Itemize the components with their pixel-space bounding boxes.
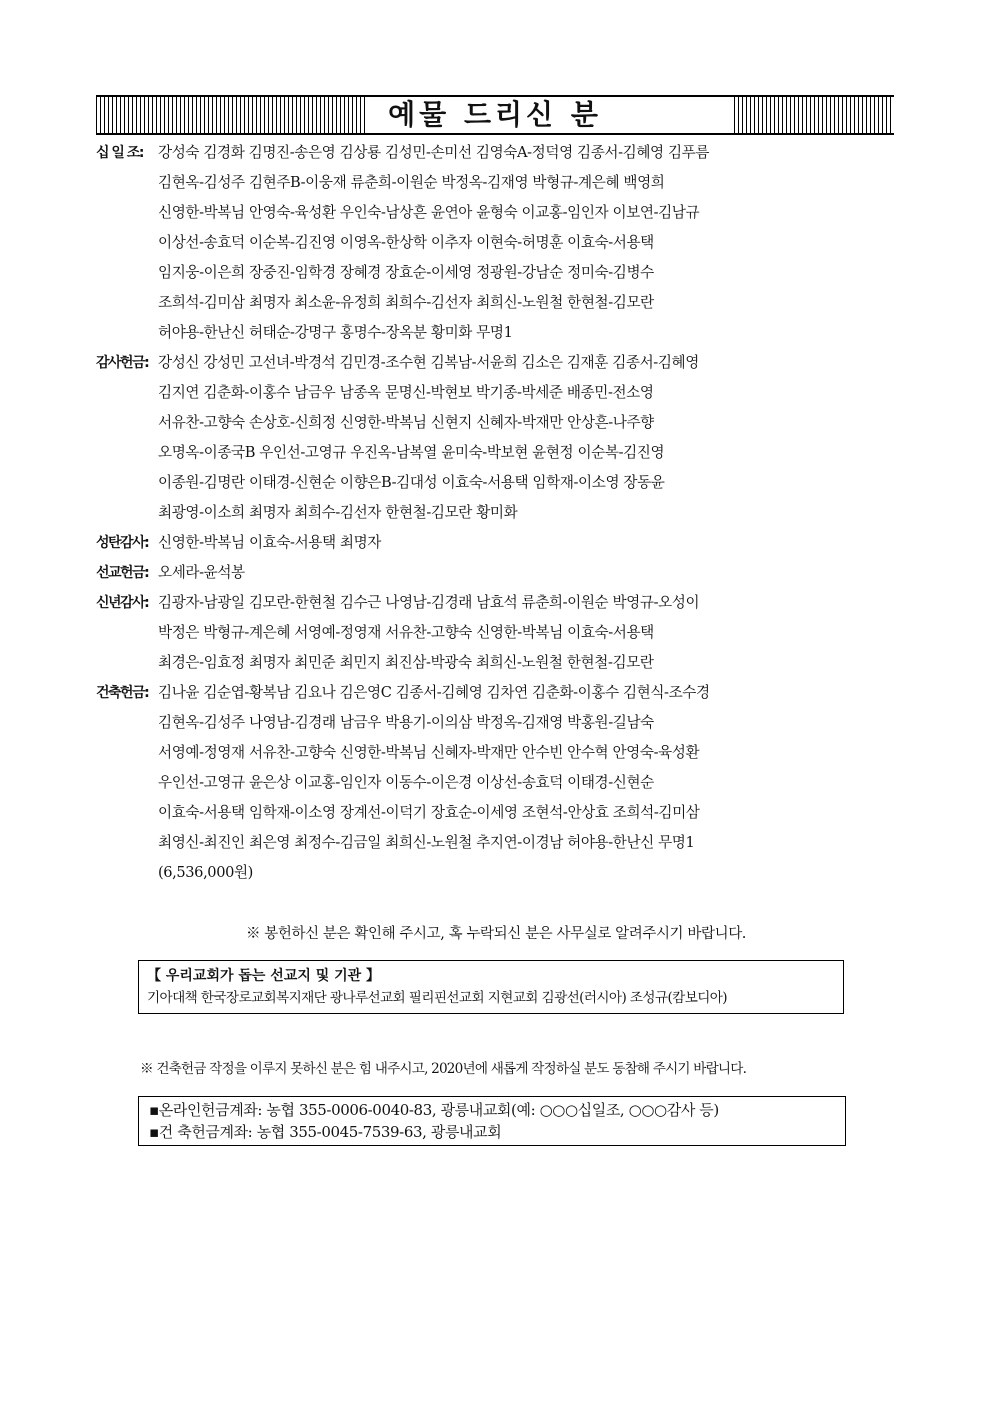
name-line: 김현옥-김성주 김현주B-이웅재 류춘희-이원순 박정옥-김재영 박형규-계은혜 백영희 [158,174,665,191]
section-label: 선교헌금: [96,565,149,581]
name-line: 김지연 김춘화-이홍수 남금우 남종옥 문명신-박현보 박기종-박세준 배종민-전소영 [158,384,654,401]
name-line: 이상선-송효덕 이순복-김진영 이영옥-한상학 이추자 이현숙-허명훈 이효숙-서용택 [158,234,654,251]
name-line: 최광영-이소희 최명자 최희수-김선자 한현철-김모란 황미화 [158,504,518,521]
section-label: 성탄감사: [96,535,149,551]
account-box [138,1096,846,1146]
name-line: 강성숙 김경화 김명진-송은영 김상룡 김성민-손미선 김영숙A-정덕영 김종서-김혜영 김푸름 [158,144,710,161]
name-line: 김나윤 김순엽-황복남 김요나 김은영C 김종서-김혜영 김차연 김춘화-이홍수 김현식-조수경 [158,684,710,701]
section-body [158,558,886,588]
online-account: ▪온라인헌금계좌: 농협 355-0006-0040-83, 광릉내교회(예: ○○○십일조, ○○○감사 등) [149,1101,719,1119]
name-line: 조희석-김미삼 최명자 최소윤-유정희 최희수-김선자 최희신-노원철 한현철-김모란 [158,294,654,311]
check-notice: ※ 봉헌하신 분은 확인해 주시고, 혹 누락되신 분은 사무실로 알려주시기 바랍니다. [245,926,747,942]
name-line: 오명옥-이종국B 우인선-고영규 우진옥-남복열 윤미숙-박보현 윤현정 이순복-김진영 [158,444,665,461]
name-line: 이효숙-서용택 임학재-이소영 장계선-이덕기 장효순-이세영 조현석-안상효 조희석-김미삼 [158,804,700,821]
name-line: 최경은-임효정 최명자 최민준 최민지 최진삼-박광숙 최희신-노원철 한현철-김모란 [158,654,654,671]
offering-section [96,678,886,888]
name-line: 강성신 강성민 고선녀-박경석 김민경-조수현 김복남-서윤희 김소은 김재훈 김종서-김혜영 [158,354,699,371]
title-bar [96,95,894,135]
section-body [158,138,886,348]
mission-list: 기아대책 한국장로교회복지재단 광나루선교회 필리핀선교회 지현교회 김광선(러시아) 조성규(캄보디아) [147,990,727,1006]
title-hatch-right [734,97,894,133]
offering-section [96,588,886,678]
offering-section [96,348,886,528]
building-account: ▪건 축헌금계좌: 농협 355-0045-7539-63, 광릉내교회 [149,1123,502,1141]
section-label: 건축헌금: [96,685,149,701]
offering-section [96,558,886,588]
section-body [158,528,886,558]
name-line: 박정은 박형규-계은혜 서영예-정영재 서유찬-고향숙 신영한-박복님 이효숙-서용택 [158,624,654,641]
name-line: 오세라-윤석봉 [158,564,245,581]
name-line: (6,536,000원) [158,864,253,881]
section-body [158,588,886,678]
section-body [158,678,886,888]
name-line: 서유찬-고향숙 손상호-신희정 신영한-박복님 신현지 신혜자-박재만 안상흔-나주향 [158,414,654,431]
name-line: 김현옥-김성주 나영남-김경래 남금우 박용기-이의삼 박정옥-김재영 박홍원-길남숙 [158,714,654,731]
offering-section [96,138,886,348]
name-line: 우인선-고영규 윤은상 이교홍-임인자 이동수-이은경 이상선-송효덕 이태경-신현순 [158,774,654,791]
section-label: 감사헌금: [96,355,149,371]
section-body [158,348,886,528]
name-line: 이종원-김명란 이태경-신현순 이향은B-김대성 이효숙-서용택 임학재-이소영 장동윤 [158,474,665,491]
section-label: 십 일 조: [96,145,143,161]
offering-section [96,528,886,558]
name-line: 최영신-최진인 최은영 최정수-김금일 최희신-노원철 추지연-이경남 허야용-한난신 무명1 [158,834,695,851]
name-line: 서영예-정영재 서유찬-고향숙 신영한-박복님 신혜자-박재만 안수빈 안수혁 안영숙-육성환 [158,744,700,761]
title-hatch-left [96,97,366,133]
name-line: 신영한-박복님 이효숙-서용택 최명자 [158,534,382,551]
mission-title: 【 우리교회가 돕는 선교지 및 기관 】 [147,968,381,984]
page-title: 예물 드리신 분 [370,99,620,131]
name-line: 김광자-남광일 김모란-한현철 김수근 나영남-김경래 남효석 류춘희-이원순 박영규-오성이 [158,594,700,611]
section-label: 신년감사: [96,595,149,611]
name-line: 임지웅-이은희 장중진-임학경 장혜경 장효순-이세영 정광원-강남순 정미숙-김병수 [158,264,654,281]
offering-sections [96,138,886,888]
name-line: 허야용-한난신 허태순-강명구 홍명수-장옥분 황미화 무명1 [158,324,513,341]
name-line: 신영한-박복님 안영숙-육성환 우인숙-남상흔 윤연아 윤형숙 이교홍-임인자 이보연-김남규 [158,204,700,221]
mission-box [138,960,844,1014]
building-fund-notice: ※ 건축헌금 작정을 이루지 못하신 분은 힘 내주시고, 2020년에 새롭게 작정하실 분도 동참해 주시기 바랍니다. [140,1061,747,1077]
